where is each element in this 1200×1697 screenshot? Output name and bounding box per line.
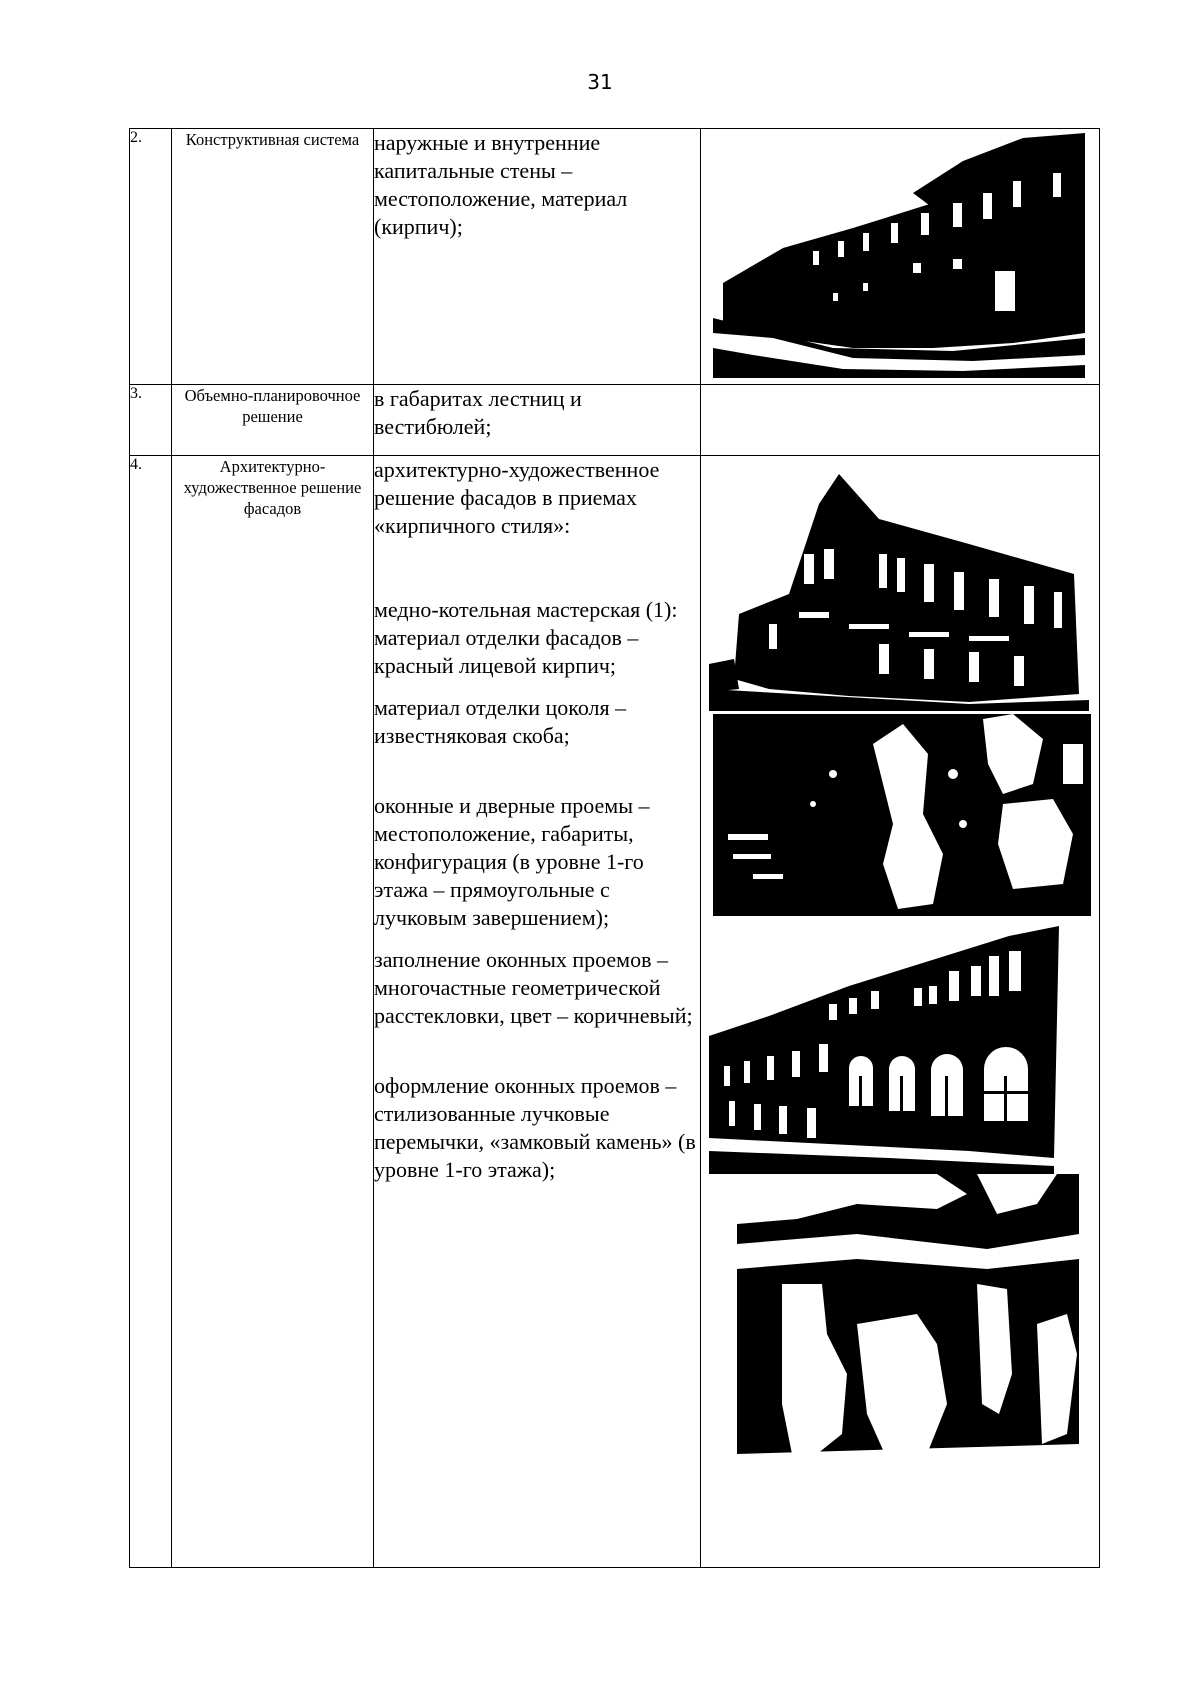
row-description xyxy=(374,456,701,1568)
empty-photo-cell xyxy=(701,385,1100,456)
row-description xyxy=(374,129,701,385)
row-number: 3. xyxy=(130,385,172,456)
page-number: 31 xyxy=(587,70,613,94)
description-paragraph: медно-котельная мастерская (1): xyxy=(374,597,678,622)
description-paragraph: оформление оконных проемов – стилизованные лучковые перемычки, «замковый камень» (в уровне 1-го этажа); xyxy=(374,1073,696,1182)
photo-facade-arched-windows xyxy=(709,926,1089,1174)
description-paragraph: архитектурно-художественное решение фасадов в приемах «кирпичного стиля»: xyxy=(374,457,660,538)
row-number: 4. xyxy=(130,456,172,1568)
row-title: Конструктивная система xyxy=(172,129,374,385)
table-row xyxy=(130,456,1100,1568)
row-title: Архитектурно-художественное решение фасадов xyxy=(172,456,374,1568)
description-paragraph: заполнение оконных проемов –многочастные геометрической расстекловки, цвет – коричневый; xyxy=(374,947,693,1028)
photo-building-perspective xyxy=(713,133,1093,378)
row-description xyxy=(374,385,701,456)
photo-cell xyxy=(701,456,1100,1568)
photo-building-corner xyxy=(709,464,1089,711)
photo-plinth-wall-texture xyxy=(713,714,1091,916)
photo-cell xyxy=(701,129,1100,385)
description-paragraph: оконные и дверные проемы –местоположение, габариты, конфигурация (в уровне 1-го этажа – прямоугольные с лучковым завершением); xyxy=(374,793,650,930)
description-paragraph: наружные и внутренние капитальные стены – местоположение, материал (кирпич); xyxy=(374,130,628,239)
table-row xyxy=(130,385,1100,456)
photo-window-lintels-detail xyxy=(737,1174,1079,1474)
description-paragraph: в габаритах лестниц и вестибюлей; xyxy=(374,386,582,439)
row-number: 2. xyxy=(130,129,172,385)
description-paragraph: материал отделки фасадов – красный лицевой кирпич; xyxy=(374,625,639,678)
description-paragraph: материал отделки цоколя – известняковая скоба; xyxy=(374,695,627,748)
table-row xyxy=(130,129,1100,385)
object-characteristics-table xyxy=(129,128,1100,1568)
row-title: Объемно-планировочное решение xyxy=(172,385,374,456)
